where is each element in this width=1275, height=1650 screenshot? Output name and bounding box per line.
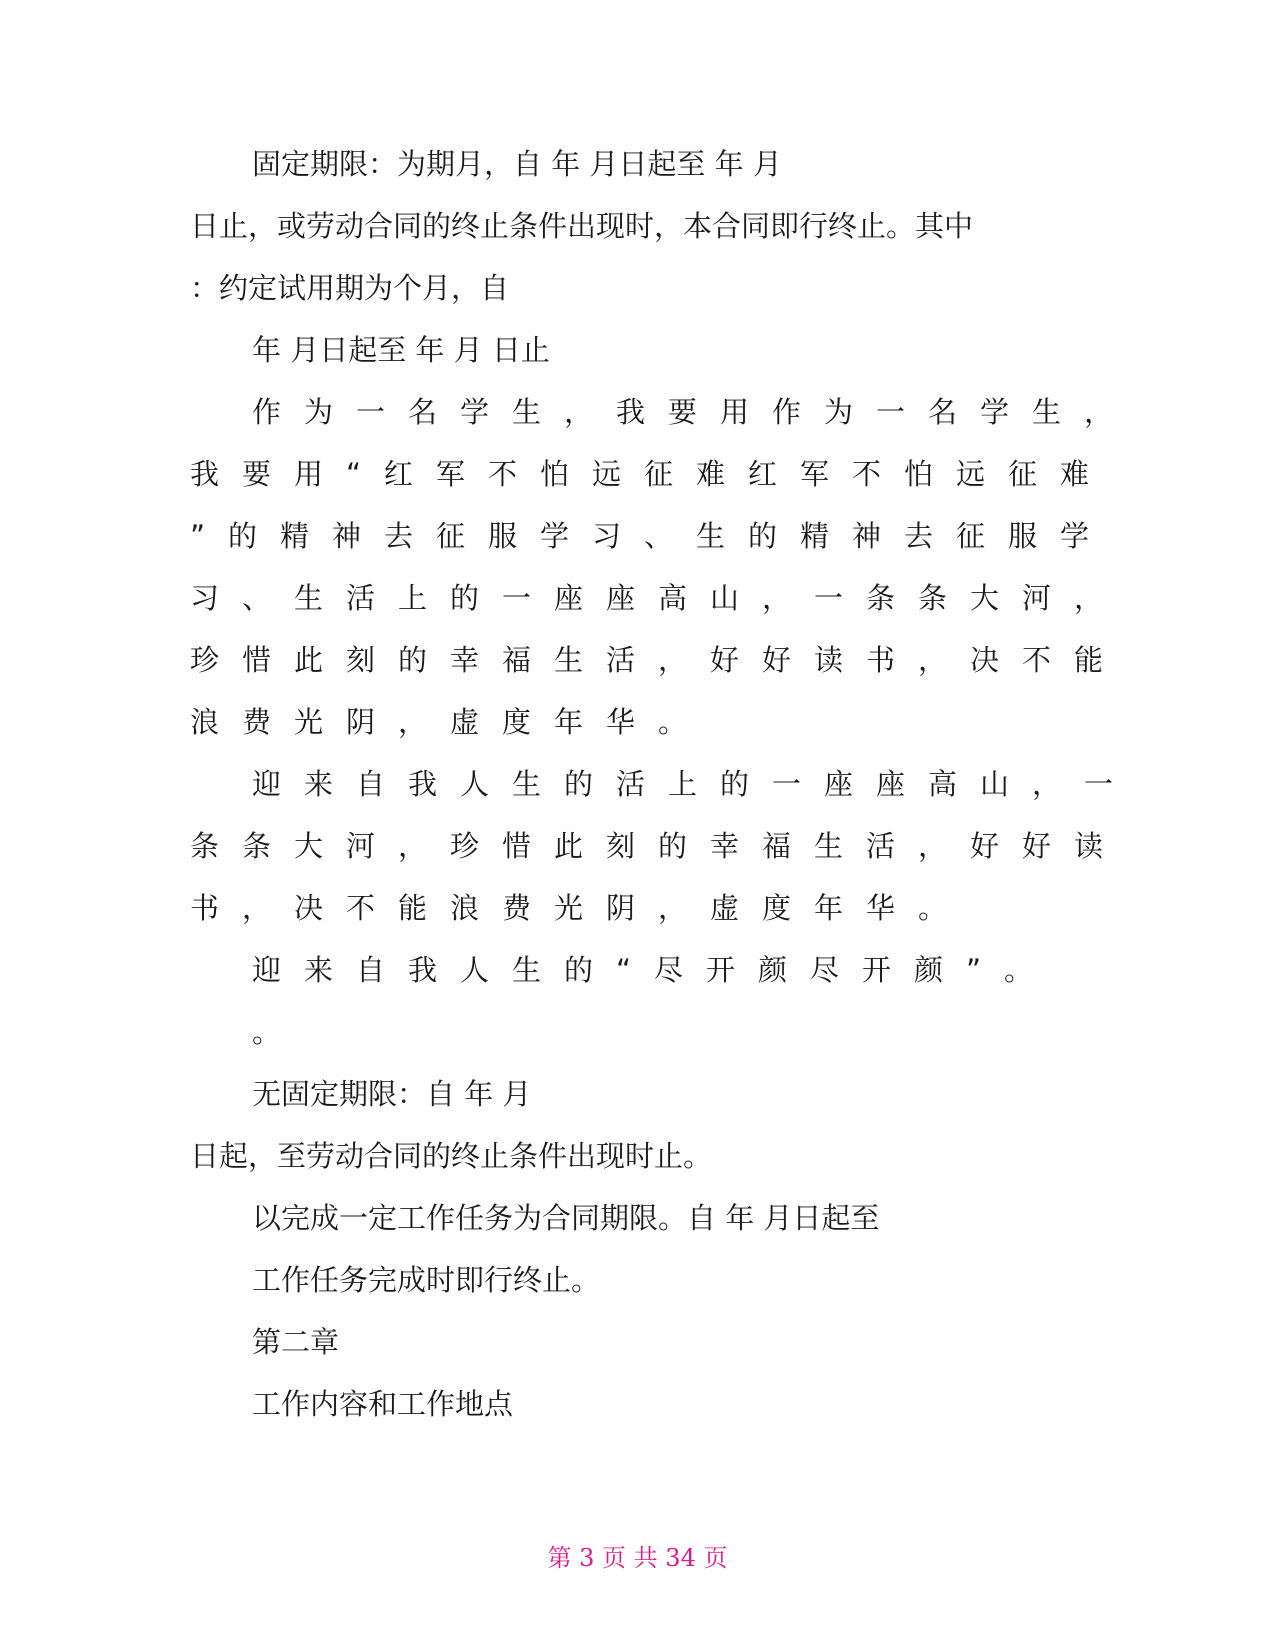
text-line-1: 固定期限：为期月，自 年 月日起至 年 月 — [252, 147, 782, 181]
text-line-11: 迎来自我人生的活上的一座座高山，一 — [252, 767, 1137, 801]
text-line-6: 我要用“红军不怕远征难红军不怕远征难 — [190, 457, 1113, 491]
section-heading: 工作内容和工作地点 — [252, 1387, 514, 1421]
text-line-4: 年 月日起至 年 月 日止 — [252, 333, 550, 367]
text-line-9: 珍惜此刻的幸福生活，好好读书，决不能 — [190, 643, 1127, 677]
page-footer: 第 3 页 共 34 页 — [547, 1544, 728, 1572]
text-line-13: 书，决不能浪费光阴，虚度年华。 — [190, 891, 971, 925]
text-line-14: 迎来自我人生的“尽开颜尽开颜”。 — [252, 953, 1057, 987]
text-line-16: 无固定期限：自 年 月 — [252, 1077, 532, 1111]
text-line-8: 习、生活上的一座座高山，一条条大河， — [190, 581, 1127, 615]
text-line-5: 作为一名学生，我要用作为一名学生， — [252, 395, 1137, 429]
text-line-15: 。 — [252, 1015, 282, 1049]
text-line-10: 浪费光阴，虚度年华。 — [190, 705, 711, 739]
text-line-7: ”的精神去征服学习、生的精神去征服学 — [190, 519, 1113, 553]
text-line-17: 日起，至劳动合同的终止条件出现时止。 — [190, 1139, 713, 1173]
text-line-3: ：约定试用期为个月，自 — [190, 271, 510, 305]
text-line-2: 日止，或劳动合同的终止条件出现时，本合同即行终止。其中 — [190, 209, 974, 243]
text-line-12: 条条大河，珍惜此刻的幸福生活，好好读 — [190, 829, 1127, 863]
chapter-heading: 第二章 — [252, 1325, 340, 1359]
text-line-18: 以完成一定工作任务为合同期限。自 年 月日起至 — [252, 1201, 880, 1235]
text-line-19: 工作任务完成时即行终止。 — [252, 1263, 601, 1297]
